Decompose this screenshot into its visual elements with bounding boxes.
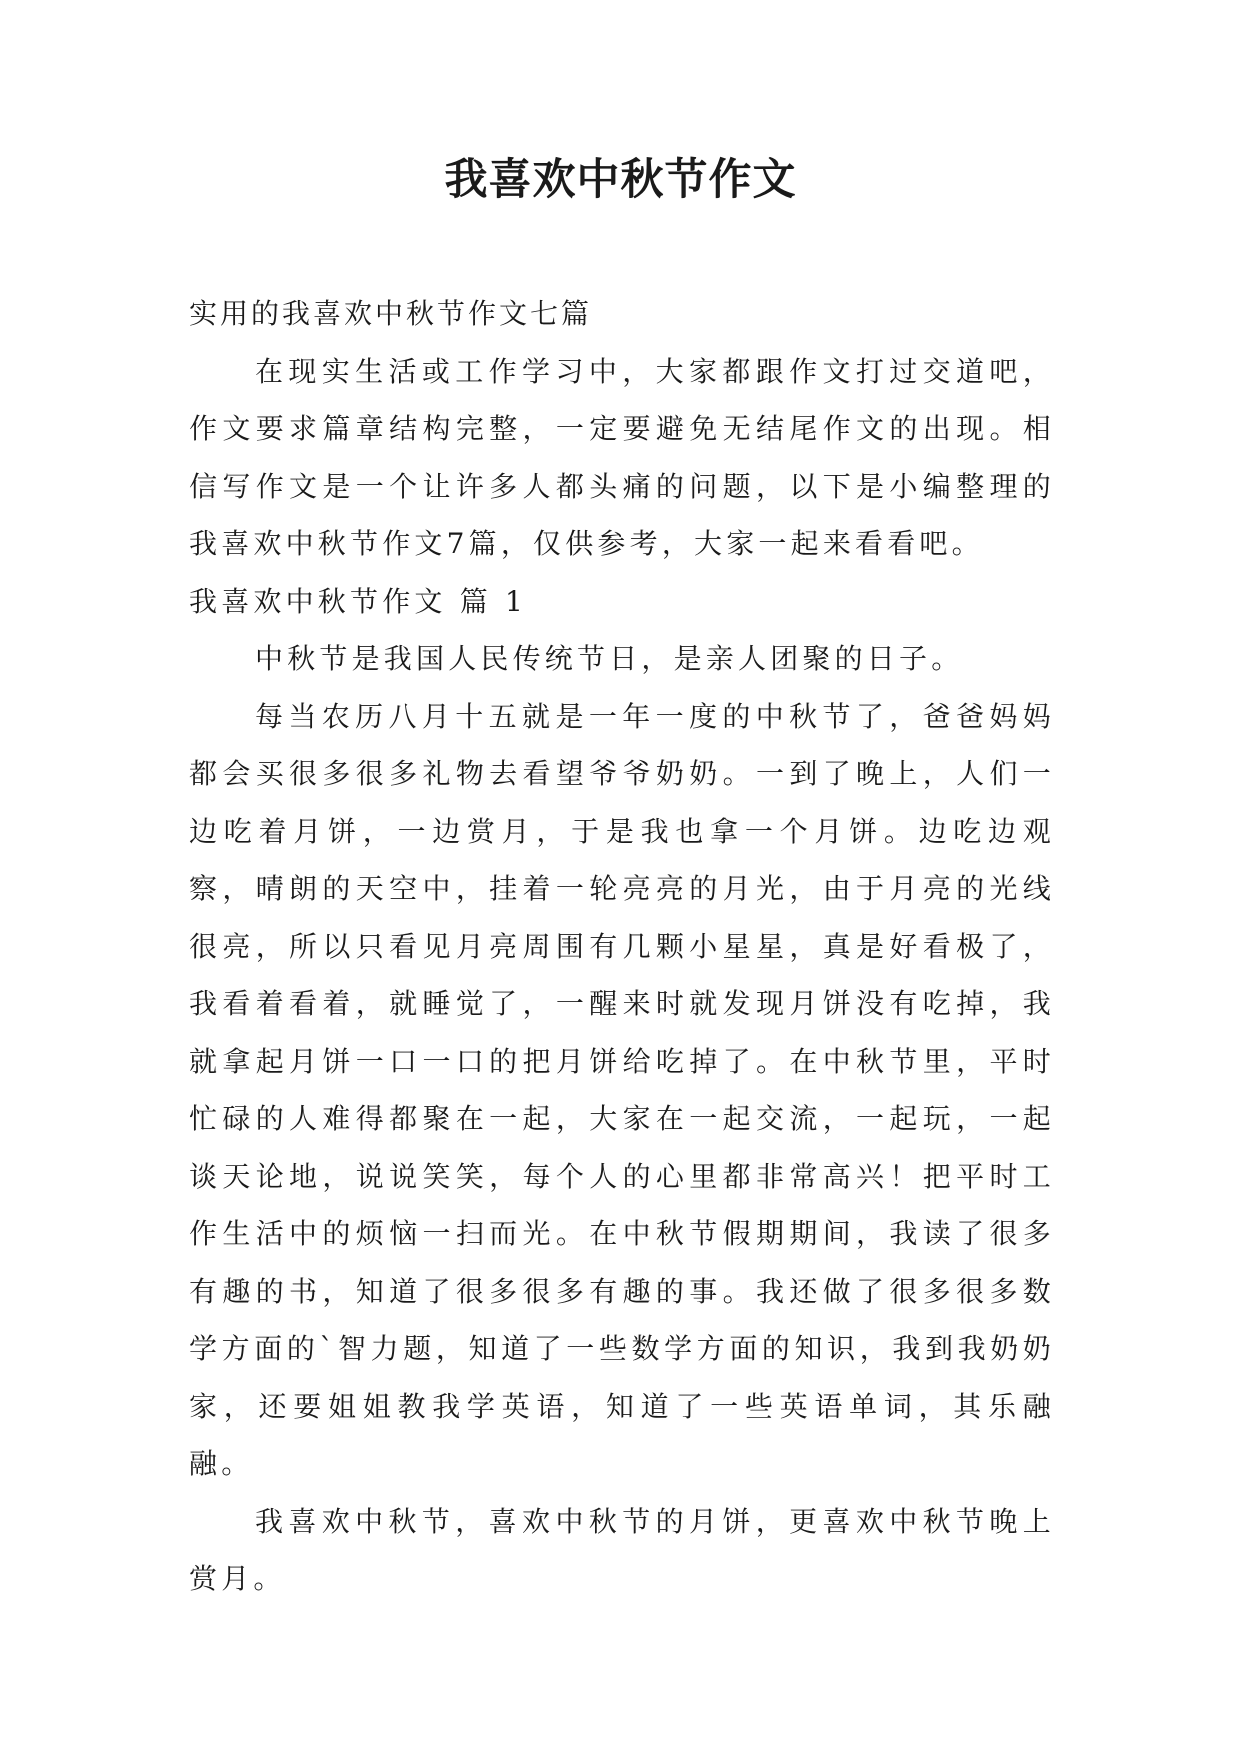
document-body [189,285,1055,1608]
body-paragraph: 我喜欢中秋节，喜欢中秋节的月饼，更喜欢中秋节晚上赏月。 [189,1504,1055,1595]
body-paragraph: 每当农历八月十五就是一年一度的中秋节了，爸爸妈妈都会买很多很多礼物去看望爷爷奶奶。一到了晚上，人们一边吃着月饼，一边赏月，于是我也拿一个月饼。边吃边观察，晴朗的天空中，挂着一轮亮亮的月光，由于月亮的光线很亮，所以只看见月亮周围有几颗小星星，真是好看极了，我看着看着，就睡觉了，一醒来时就发现月饼没有吃掉，我就拿起月饼一口一口的把月饼给吃掉了。在中秋节里，平时忙碌的人难得都聚在一起，大家在一起交流，一起玩，一起谈天论地，说说笑笑，每个人的心里都非常高兴！把平时工作生活中的烦恼一扫而光。在中秋节假期期间，我读了很多有趣的书，知道了很多很多有趣的事。我还做了很多很多数学方面的`智力题，知道了一些数学方面的知识，我到我奶奶家，还要姐姐教我学英语，知道了一些英语单词，其乐融融。 [189,699,1055,1480]
body-paragraph: 中秋节是我国人民传统节日，是亲人团聚的日子。 [255,642,964,675]
section-heading: 我喜欢中秋节作文 篇 1 [189,584,528,618]
intro-paragraph: 在现实生活或工作学习中，大家都跟作文打过交道吧，作文要求篇章结构完整，一定要避免无结尾作文的出现。相信写作文是一个让许多人都头痛的问题，以下是小编整理的我喜欢中秋节作文7篇，仅供参考，大家一起来看看吧。 [189,354,1055,560]
document-subtitle: 实用的我喜欢中秋节作文七篇 [189,297,593,330]
document-title: 我喜欢中秋节作文 [444,155,797,205]
